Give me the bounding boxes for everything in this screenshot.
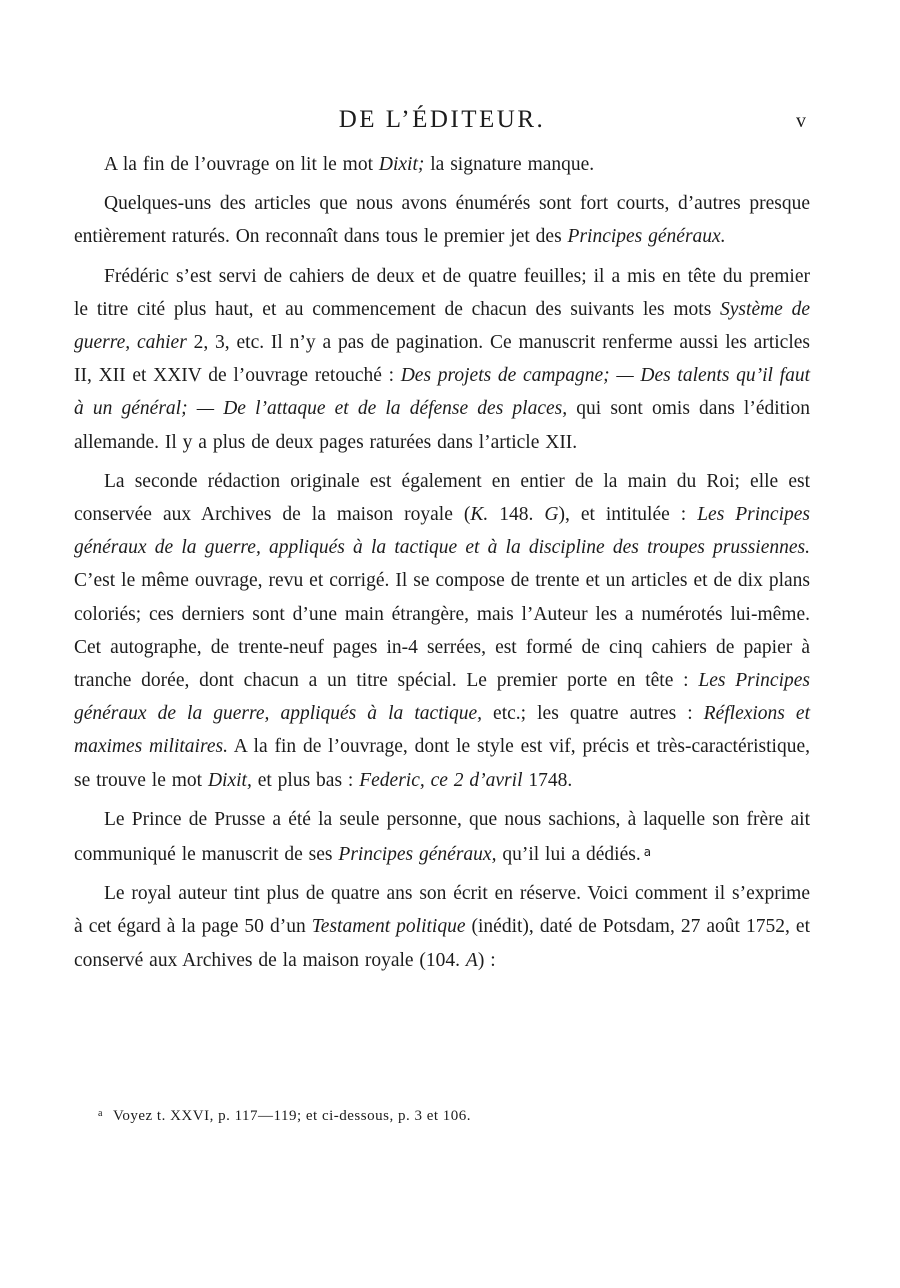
italic-text: A <box>465 949 478 971</box>
text-run: C’est le même ouvrage, revu et corrigé. Il se compose de trente et un articles et de dix plans coloriés; ces derniers sont d’une main étrangère, mais l’Auteur les a numérotés lui-même. Cet autographe, de trente-neuf pages in-4 serrées, est formé de cinq cahiers de papier à tranche dorée, dont chacun a un titre spécial. Le premier porte en tête : <box>74 570 810 692</box>
text-run: qui sont omis dans l’édition allemande. Il y a plus de deux pages raturées dans l’article XII. <box>74 398 811 453</box>
text-run: (inédit), daté de Potsdam, 27 août 1752, et conservé aux Archives de la maison royale (104. <box>74 916 810 971</box>
footnote <box>98 1108 798 1125</box>
text-run: ) : <box>477 949 496 971</box>
text-run: Quelques-uns des articles que nous avons énumérés sont fort courts, d’autres presque entièrement raturés. On reconnaît dans tous le premier jet des <box>74 193 810 248</box>
italic-text: Les Principes généraux de la guerre, appliqués à la tactique, <box>74 670 810 725</box>
text-run: ), et intitulée : <box>558 504 698 526</box>
italic-text: Principes généraux. <box>567 226 726 248</box>
text-run: 148. <box>488 504 545 526</box>
paragraph <box>74 465 810 797</box>
paragraph <box>74 260 810 459</box>
text-run: qu’il lui a dédiés. <box>496 844 641 866</box>
paragraph <box>74 187 810 253</box>
text-run: La seconde rédaction originale est également en entier de la main du Roi; elle est conservée aux Archives de la maison royale ( <box>74 470 810 526</box>
italic-text: Testament politique <box>311 916 466 938</box>
text-run: etc.; les quatre autres : <box>482 703 704 725</box>
text-run: 2, 3, etc. Il n’y a pas de pagination. Ce manuscrit renferme aussi les articles II, XII et XXIV de l’ouvrage retouché : <box>74 332 810 387</box>
text-run: 1748. <box>522 769 573 791</box>
italic-text: Les Principes généraux de la guerre, appliqués à la tactique et à la discipline des troupes prussiennes. <box>74 504 810 559</box>
paragraph <box>74 803 810 871</box>
italic-text: Des projets de campagne; — Des talents qu’il faut à un général; — De l’attaque et de la défense des places, <box>74 365 811 420</box>
footnote-reference: a <box>643 845 652 860</box>
italic-text: Réflexions et maximes militaires. <box>74 703 811 758</box>
page-number: v <box>796 110 806 132</box>
footnote-text: Voyez t. XXVI, p. 117—119; et ci-dessous, p. 3 et 106. <box>112 1108 472 1124</box>
text-run: A la fin de l’ouvrage, dont le style est vif, précis et très-caractéristique, se trouve le mot <box>74 736 810 791</box>
text-run: Le Prince de Prusse a été la seule personne, que nous sachions, à laquelle son frère ait communiqué le manuscrit de ses <box>74 808 810 866</box>
italic-text: Dixit, <box>207 769 252 791</box>
page-header <box>74 106 810 140</box>
body-text <box>74 148 810 983</box>
italic-text: Federic, ce 2 d’avril <box>359 769 523 791</box>
text-run: A la fin de l’ouvrage on lit le mot <box>104 154 379 175</box>
italic-text: Dixit; <box>378 154 425 175</box>
paragraph <box>74 877 810 977</box>
text-run: et plus bas : <box>251 769 360 791</box>
footnote-mark: a <box>98 1108 103 1119</box>
italic-text: G <box>544 504 559 526</box>
text-run: la signature manque. <box>424 154 595 175</box>
italic-text: K. <box>470 504 489 526</box>
italic-text: Système de guerre, cahier <box>74 298 810 354</box>
text-run: Frédéric s’est servi de cahiers de deux et de quatre feuilles; il a mis en tête du premier le titre cité plus haut, et au commencement de chacun des suivants les mots <box>74 265 810 320</box>
paragraph <box>74 148 810 181</box>
text-run: Le royal auteur tint plus de quatre ans son écrit en réserve. Voici comment il s’exprime à cet égard à la page 50 d’un <box>74 883 810 938</box>
italic-text: Principes généraux, <box>338 844 497 866</box>
running-title: DE L’ÉDITEUR. <box>338 106 546 133</box>
